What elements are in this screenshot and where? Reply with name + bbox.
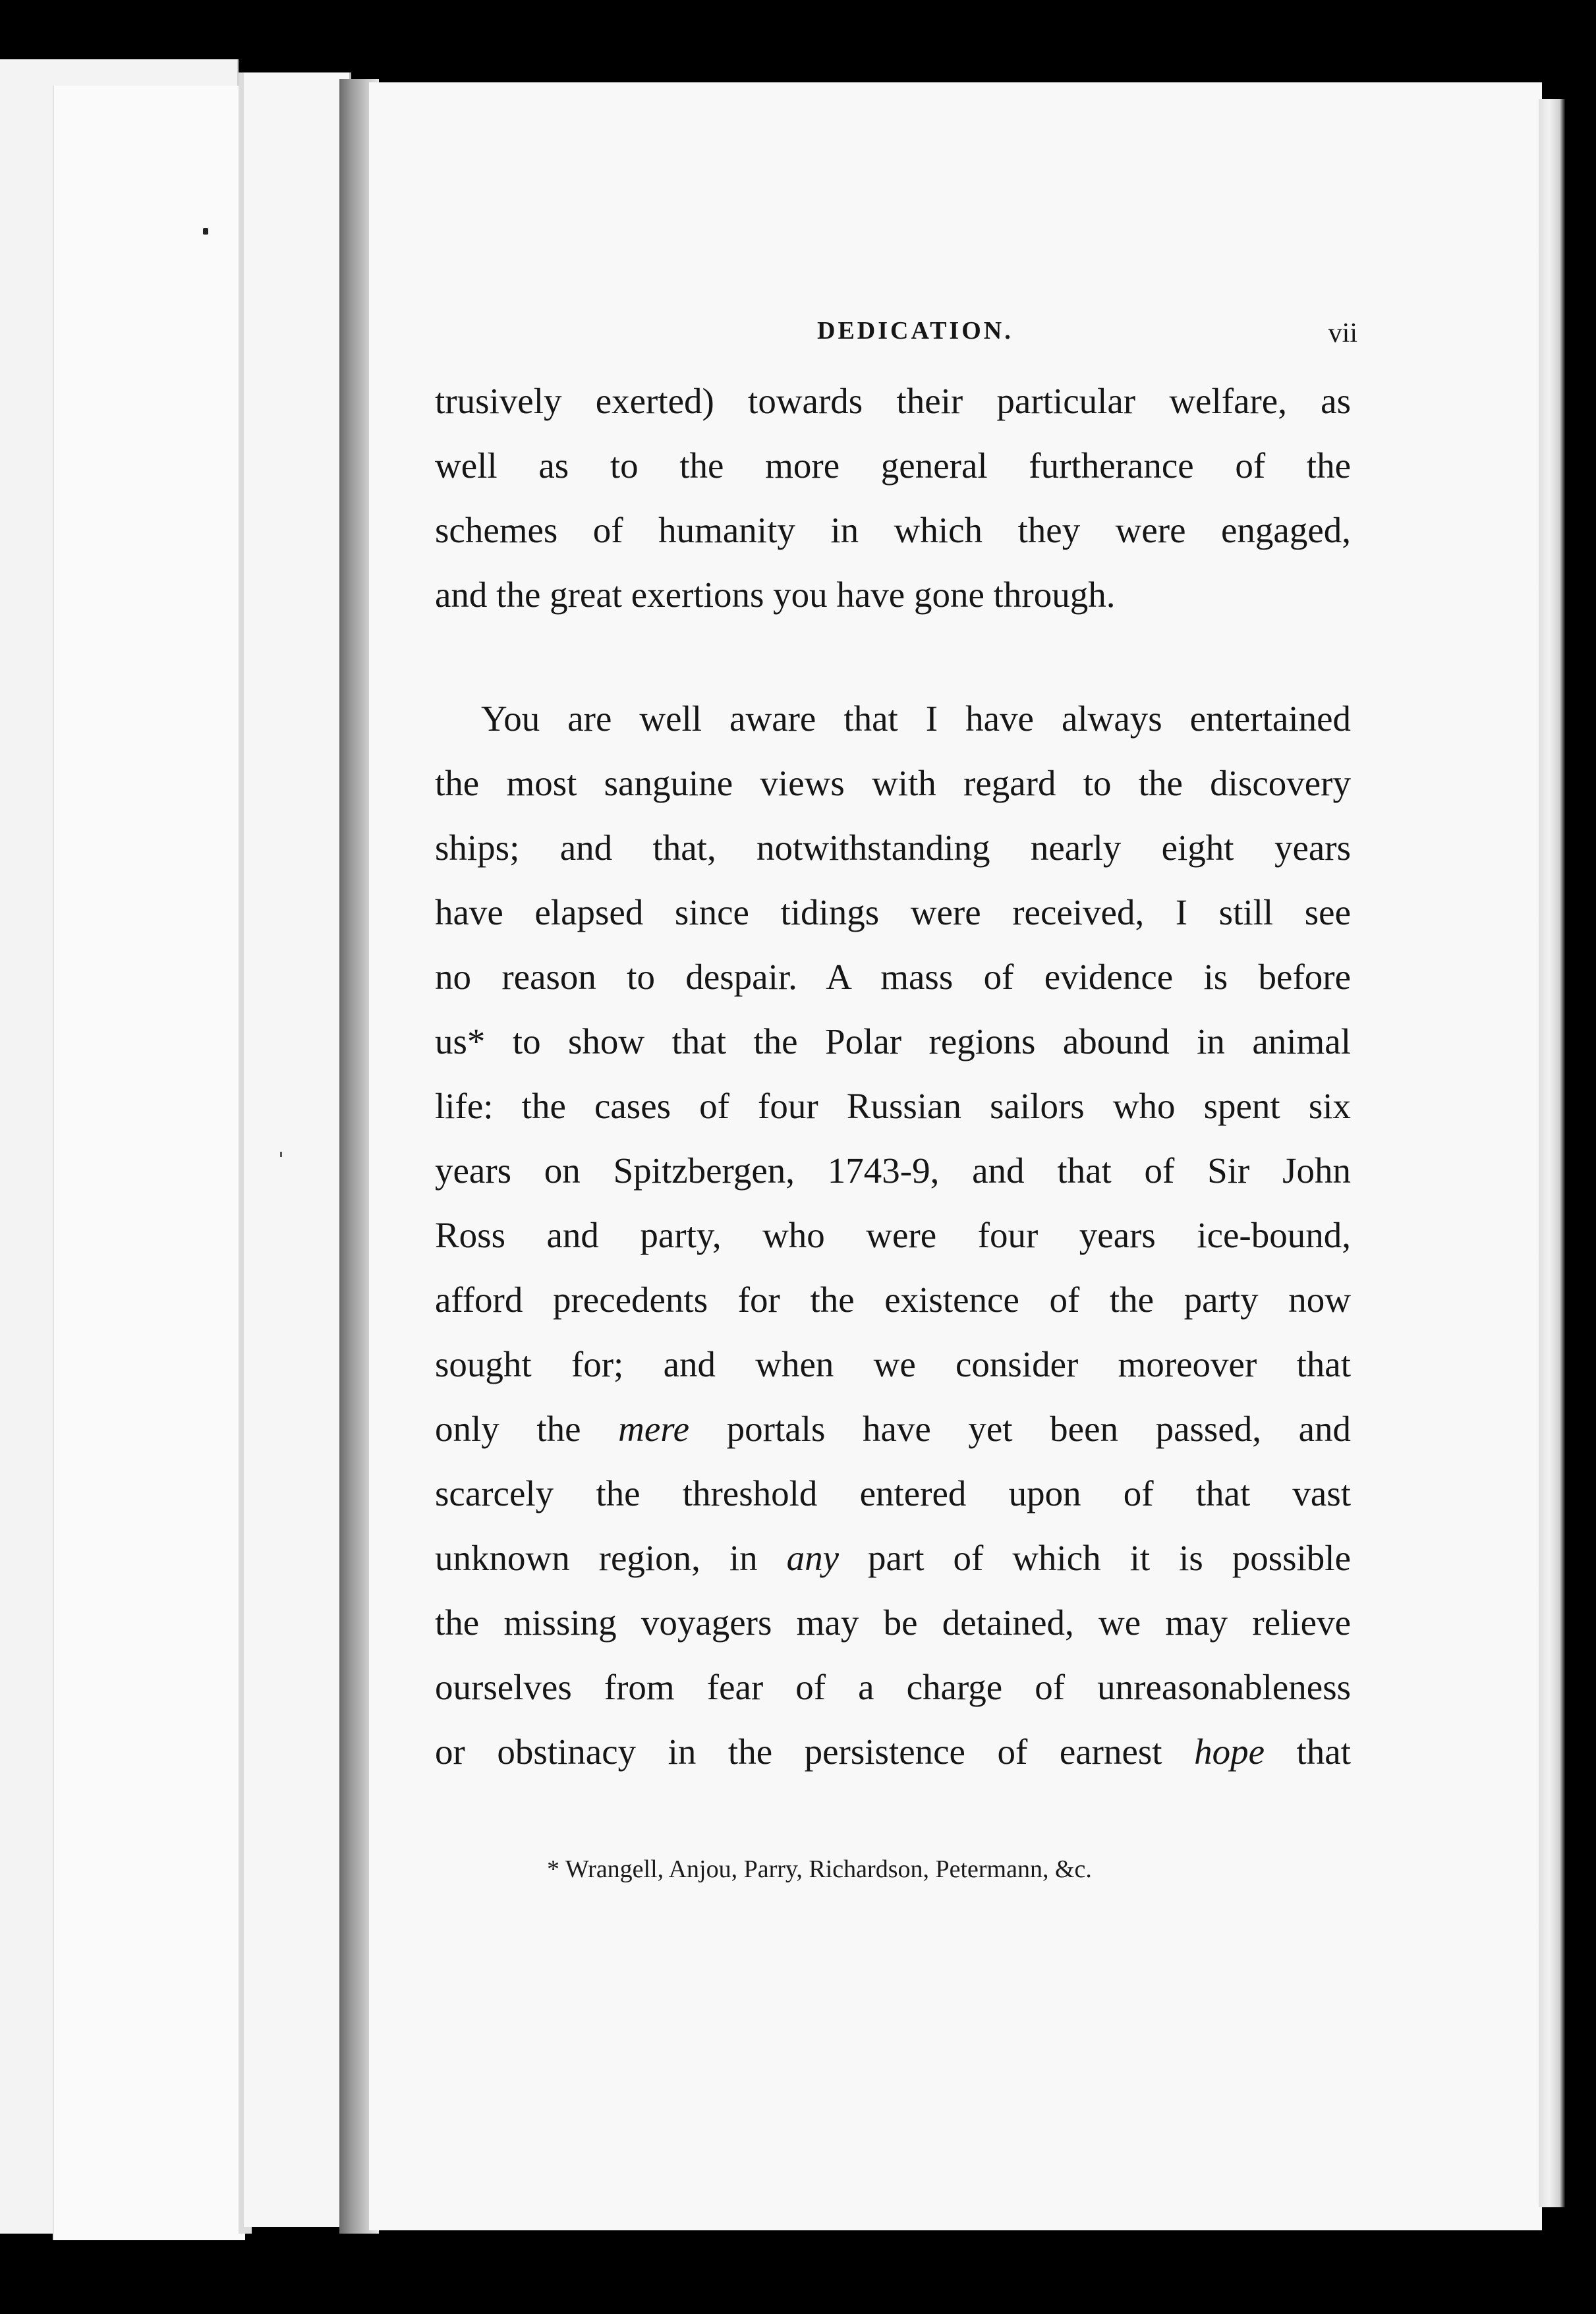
- text-line: us* to show that the Polar regions abound in animal: [435, 1021, 1351, 1061]
- text-line: years on Spitzbergen, 1743-9, and that of Sir John: [435, 1150, 1351, 1191]
- page-stack-edge: [1539, 99, 1565, 2207]
- text-line-any: [435, 1526, 1351, 1591]
- text-line-mere: [435, 1397, 1351, 1461]
- paragraph-2: [435, 687, 1351, 1784]
- page-text-block: [435, 310, 1357, 1784]
- text-run: unknown region, in: [435, 1538, 787, 1578]
- text-run: part of which it is possible: [839, 1538, 1351, 1578]
- italic-word: hope: [1194, 1732, 1265, 1772]
- text-run: that: [1265, 1732, 1351, 1772]
- page-number: vii: [1328, 318, 1357, 349]
- footnote: * Wrangell, Anjou, Parry, Richardson, Petermann, &c.: [547, 1855, 1092, 1883]
- text-line: ships; and that, notwithstanding nearly eight years: [435, 828, 1351, 868]
- text-line: schemes of humanity in which they were engaged,: [435, 510, 1351, 550]
- text-line: life: the cases of four Russian sailors who spent six: [435, 1086, 1351, 1126]
- text-line-hope: [435, 1720, 1351, 1784]
- text-line: afford precedents for the existence of the party now: [435, 1280, 1351, 1320]
- paragraph-spacing: [435, 627, 1351, 687]
- left-blank-leaf-inner: [53, 86, 245, 2240]
- text-run: portals have yet been passed, and: [689, 1409, 1351, 1449]
- text-run: only the: [435, 1409, 619, 1449]
- italic-word: any: [786, 1538, 840, 1578]
- text-line: the most sanguine views with regard to the discovery: [435, 763, 1351, 803]
- stray-ink-mark: [203, 228, 208, 235]
- italic-word: mere: [618, 1409, 690, 1449]
- text-run: or obstinacy in the persistence of earnest: [435, 1732, 1195, 1772]
- text-line: have elapsed since tidings were received, I still see: [435, 892, 1351, 932]
- stray-ink-mark-small: [280, 1152, 282, 1157]
- middle-blank-leaf: [244, 72, 351, 2227]
- page-header: [435, 310, 1357, 369]
- text-line: no reason to despair. A mass of evidence is before: [435, 957, 1351, 997]
- text-line: You are well aware that I have always entertained: [481, 698, 1351, 739]
- paragraph-1: [435, 369, 1351, 627]
- text-line: sought for; and when we consider moreover that: [435, 1344, 1351, 1384]
- text-line: scarcely the threshold entered upon of that vast: [435, 1473, 1351, 1513]
- text-line: well as to the more general furtherance of the: [435, 445, 1351, 486]
- text-line: and the great exertions you have gone through.: [435, 575, 1116, 615]
- text-line: ourselves from fear of a charge of unreasonableness: [435, 1667, 1351, 1707]
- text-line: the missing voyagers may be detained, we may relieve: [435, 1602, 1351, 1643]
- text-line: trusively exerted) towards their particular welfare, as: [435, 381, 1351, 421]
- text-line: Ross and party, who were four years ice-bound,: [435, 1215, 1351, 1255]
- running-head: DEDICATION.: [817, 317, 1013, 345]
